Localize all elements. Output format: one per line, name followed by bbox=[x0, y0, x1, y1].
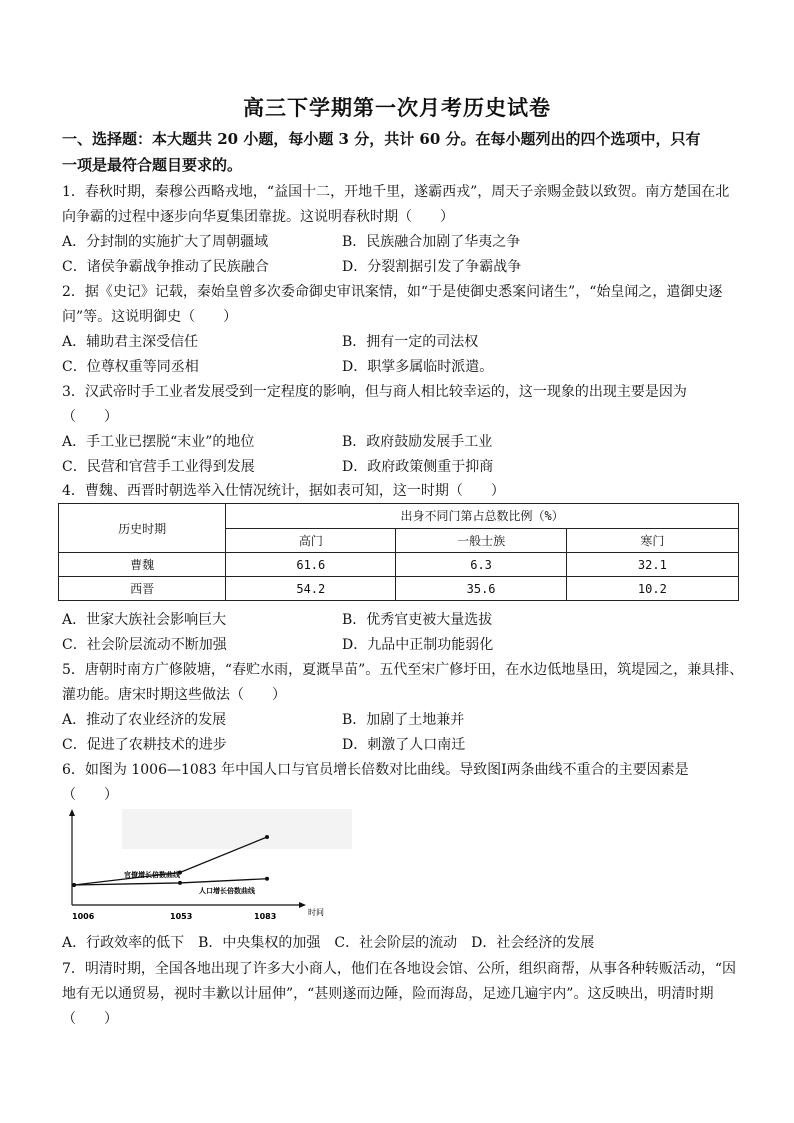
q2-option-a[interactable]: A．辅助君主深受信任 bbox=[62, 334, 199, 350]
q2-stem-line-1: 2．据《史记》记载，秦始皇曾多次委命御史审讯案情，如“于是使御史悉案问诸生”，“始皇闻之，遣御史逐 bbox=[62, 284, 723, 300]
official-point-1083 bbox=[265, 835, 269, 839]
q6-options-line[interactable]: A．行政效率的低下 B．中央集权的加强 C．社会阶层的流动 D．社会经济的发展 bbox=[62, 935, 595, 951]
q6-stem-line-2: （ ） bbox=[62, 787, 118, 803]
x-tick-label: 1083 bbox=[254, 912, 277, 921]
x-tick-label: 1053 bbox=[170, 912, 193, 921]
q5-option-c[interactable]: C．促进了农耕技术的进步 bbox=[62, 737, 227, 753]
table-cell: 54.2 bbox=[226, 577, 396, 601]
q1-stem-line-2: 向争霸的过程中逐步向华夏集团靠拢。这说明春秋时期（ ） bbox=[62, 209, 454, 225]
q1-option-c[interactable]: C．诸侯争霸战争推动了民族融合 bbox=[62, 259, 269, 275]
q1-option-a[interactable]: A．分封制的实施扩大了周朝疆域 bbox=[62, 234, 269, 250]
section-heading-line-1: 一、选择题：本大题共 20 小题，每小题 3 分，共计 60 分。在每小题列出的四个选项中，只有 bbox=[62, 130, 701, 148]
q2-stem-line-2: 问”等。这说明御史（ ） bbox=[62, 309, 238, 325]
x-axis-arrow-icon bbox=[299, 902, 306, 908]
q7-stem-line-1: 7．明清时期，全国各地出现了许多大小商人，他们在各地设会馆、公所，组织商帮，从事各种转贩活动，“因 bbox=[62, 961, 737, 977]
q3-option-c[interactable]: C．民营和官营手工业得到发展 bbox=[62, 459, 255, 475]
table-col-header: 高门 bbox=[226, 528, 396, 553]
table-cell: 35.6 bbox=[396, 577, 566, 601]
population-point-1053 bbox=[178, 881, 182, 885]
q5-option-a[interactable]: A．推动了农业经济的发展 bbox=[62, 712, 227, 728]
table-cell: 32.1 bbox=[566, 553, 738, 577]
q3-option-b[interactable]: B．政府鼓励发展手工业 bbox=[342, 434, 493, 450]
q3-stem-line-2: （ ） bbox=[62, 409, 118, 425]
q4-option-c[interactable]: C．社会阶层流动不断加强 bbox=[62, 637, 227, 653]
q5-option-d[interactable]: D．刺激了人口南迁 bbox=[342, 737, 466, 753]
q3-stem-line-1: 3．汉武帝时手工业者发展受到一定程度的影响，但与商人相比较幸运的，这一现象的出现主要是因为 bbox=[62, 384, 687, 400]
official-series-label: 官僚增长倍数曲线 bbox=[124, 871, 180, 879]
q1-option-b[interactable]: B．民族融合加剧了华夷之争 bbox=[342, 234, 521, 250]
y-axis-arrow-icon bbox=[69, 809, 75, 816]
population-point-1006 bbox=[72, 883, 76, 887]
table-col-header: 寒门 bbox=[566, 528, 738, 553]
page-title: 高三下学期第一次月考历史试卷 bbox=[243, 95, 551, 120]
q4-option-a[interactable]: A．世家大族社会影响巨大 bbox=[62, 612, 227, 628]
q6-stem-line-1: 6．如图为 1006—1083 年中国人口与官员增长倍数对比曲线。导致图Ⅰ两条曲线不重合的主要因素是 bbox=[62, 762, 689, 778]
q5-stem-line-2: 灌功能。唐宋时期这些做法（ ） bbox=[62, 687, 286, 703]
q5-stem-line-1: 5．唐朝时南方广修陂塘，“春贮水雨，夏溉旱苗”。五代至宋广修圩田，在水边低地垦田，筑堤园之，兼具排、 bbox=[62, 662, 744, 678]
q4-option-d[interactable]: D．九品中正制功能弱化 bbox=[342, 637, 494, 653]
q6-line-chart bbox=[62, 805, 362, 923]
table-header-group: 出身不同门第占总数比例（%） bbox=[226, 504, 739, 529]
x-tick-label: 1006 bbox=[72, 912, 95, 921]
q2-option-d[interactable]: D．职掌多属临时派遣。 bbox=[342, 359, 494, 375]
q7-stem-line-3: （ ） bbox=[62, 1011, 118, 1027]
q3-option-d[interactable]: D．政府政策侧重于抑商 bbox=[342, 459, 494, 475]
chart-faded-background bbox=[122, 809, 352, 849]
table-cell: 6.3 bbox=[396, 553, 566, 577]
q1-stem-line-1: 1．春秋时期，秦穆公西略戎地，“益国十二，开地千里，遂霸西戎”，周天子亲赐金鼓以致贺。南方楚国在北 bbox=[62, 184, 730, 200]
q4-option-b[interactable]: B．优秀官吏被大量选拔 bbox=[342, 612, 493, 628]
table-cell: 61.6 bbox=[226, 553, 396, 577]
q1-option-d[interactable]: D．分裂割据引发了争霸战争 bbox=[342, 259, 522, 275]
population-point-1083 bbox=[265, 877, 269, 881]
section-heading-line-2: 一项是最符合题目要求的。 bbox=[62, 156, 243, 174]
q4-stem-line-1: 4．曹魏、西晋时朝选举入仕情况统计，据如表可知，这一时期（ ） bbox=[62, 483, 505, 499]
x-axis-title: 时间 bbox=[308, 908, 324, 917]
q5-option-b[interactable]: B．加剧了土地兼并 bbox=[342, 712, 465, 728]
table-col-header: 一般士族 bbox=[396, 528, 566, 553]
q2-option-b[interactable]: B．拥有一定的司法权 bbox=[342, 334, 479, 350]
table-cell: 10.2 bbox=[566, 577, 738, 601]
q3-option-a[interactable]: A．手工业已摆脱“末业”的地位 bbox=[62, 434, 255, 450]
q7-stem-line-2: 地有无以通贸易，视时丰歉以计屈伸”，“甚则遂而边陲，险而海岛，足迹几遍宇内”。这反映出，明清时期 bbox=[62, 986, 714, 1002]
q4-data-table bbox=[58, 503, 739, 601]
table-cell-period: 西晋 bbox=[59, 577, 226, 601]
q2-option-c[interactable]: C．位尊权重等同丞相 bbox=[62, 359, 199, 375]
table-row bbox=[59, 577, 739, 601]
table-row bbox=[59, 553, 739, 577]
population-series-label: 人口增长倍数曲线 bbox=[199, 887, 255, 895]
table-header-period: 历史时期 bbox=[59, 504, 226, 553]
table-cell-period: 曹魏 bbox=[59, 553, 226, 577]
